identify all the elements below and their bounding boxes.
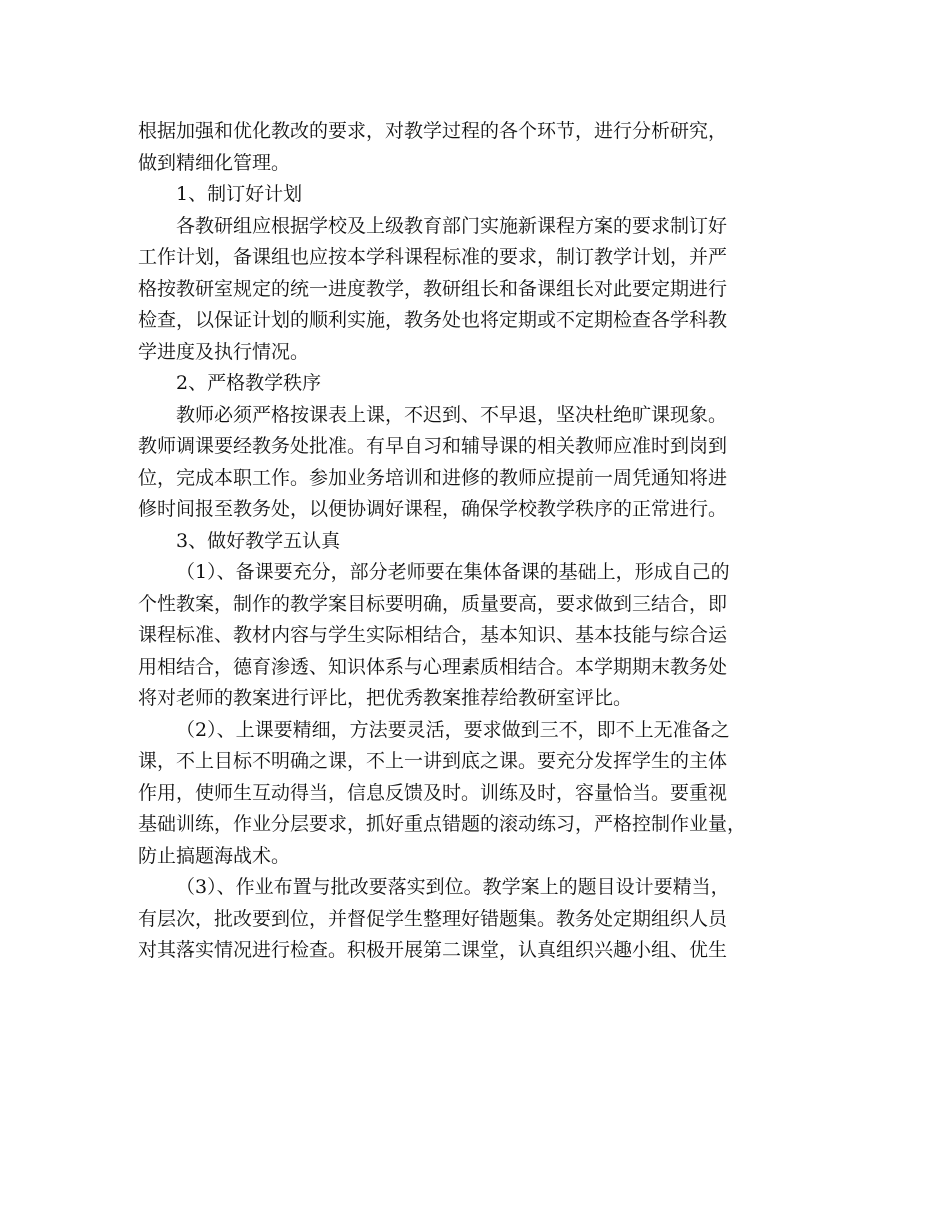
text-line: 检查，以保证计划的顺利实施，教务处也将定期或不定期检查各学科教 (138, 309, 728, 331)
text-line: 教师调课要经教务处批准。有早自习和辅导课的相关教师应准时到岗到 (138, 435, 728, 457)
text-line: 基础训练，作业分层要求，抓好重点错题的滚动练习，严格控制作业量， (138, 813, 747, 835)
text-line: （2）、上课要精细，方法要灵活，要求做到三不，即不上无准备之 (176, 718, 730, 741)
text-line: 课程标准、教材内容与学生实际相结合，基本知识、基本技能与综合运 (138, 624, 728, 646)
text-line: 位，完成本职工作。参加业务培训和进修的教师应提前一周凭通知将进 (138, 466, 728, 489)
text-line: 将对老师的教案进行评比，把优秀教案推荐给教研室评比。 (138, 687, 633, 709)
text-line: 1、制订好计划 (176, 183, 303, 205)
text-line: 教师必须严格按课表上课，不迟到、不早退，坚决杜绝旷课现象。 (176, 403, 728, 426)
text-line: 课，不上目标不明确之课，不上一讲到底之课。要充分发挥学生的主体 (138, 750, 728, 772)
text-line: 个性教案，制作的教学案目标要明确，质量要高，要求做到三结合，即 (138, 592, 728, 615)
text-line: 2、严格教学秩序 (176, 372, 322, 394)
text-line: 对其落实情况进行检查。积极开展第二课堂，认真组织兴趣小组、优生 (138, 939, 728, 961)
text-line: 用相结合，德育渗透、知识体系与心理素质相结合。本学期期末教务处 (138, 655, 728, 678)
text-line: 防止搞题海战术。 (138, 844, 291, 867)
document-body (138, 116, 814, 967)
text-line: （3）、作业布置与批改要落实到位。教学案上的题目设计要精当， (176, 876, 730, 898)
text-line: 根据加强和优化教改的要求，对教学过程的各个环节，进行分析研究， (138, 120, 728, 142)
text-line: 3、做好教学五认真 (176, 529, 341, 552)
text-line: 作用，使师生互动得当，信息反馈及时。训练及时，容量恰当。要重视 (138, 781, 728, 804)
text-line: 工作计划，备课组也应按本学科课程标准的要求，制订教学计划，并严 (138, 246, 728, 268)
text-line: 各教研组应根据学校及上级教育部门实施新课程方案的要求制订好 (176, 214, 728, 237)
text-line: 格按教研室规定的统一进度教学，教研组长和备课组长对此要定期进行 (138, 277, 728, 300)
text-line: （1）、备课要充分，部分老师要在集体备课的基础上，形成自己的 (176, 561, 730, 583)
text-line: 有层次，批改要到位，并督促学生整理好错题集。教务处定期组织人员 (138, 907, 728, 930)
text-line: 做到精细化管理。 (138, 151, 291, 174)
text-line: 修时间报至教务处，以便协调好课程，确保学校教学秩序的正常进行。 (138, 498, 728, 520)
text-line: 学进度及执行情况。 (138, 340, 310, 363)
